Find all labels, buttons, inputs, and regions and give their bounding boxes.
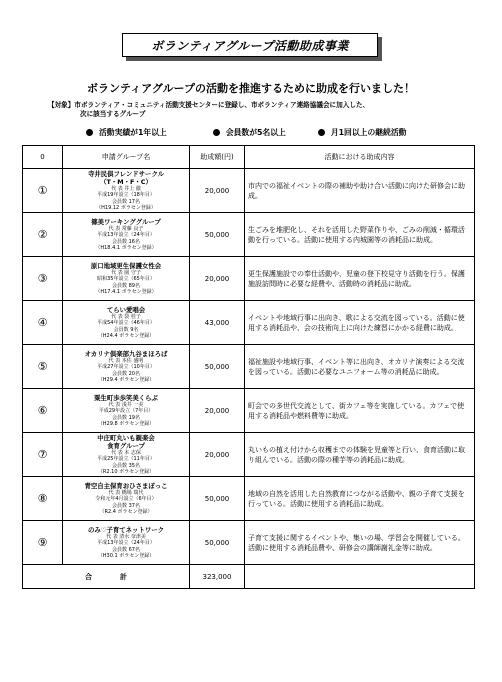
grant-amount: 20,000 [190,257,245,301]
group-detail: 会員数 20名 [112,370,140,377]
group-detail: 平成29年設立（7年目） [98,408,154,415]
group-detail: （H18.4.1 ボラセン登録） [95,244,157,251]
group-cell [63,521,190,565]
group-detail: 会員数 16名 [112,238,140,245]
grant-amount: 50,000 [190,477,245,521]
row-number: ⑥ [23,389,63,433]
group-cell [63,213,190,257]
table-row [23,301,475,345]
row-number: ② [23,213,63,257]
group-detail: 代 表 橋場 瑞代 [108,490,144,497]
group-detail: 代 表 園 守子 [111,270,141,277]
row-number: ④ [23,301,63,345]
group-detail: 代 表 井上 徹 [111,186,141,193]
header-group-name: 申請グループ名 [63,146,190,169]
group-name: 粟生町歩歩笑美くらぶ [94,394,158,403]
row-number: ① [23,169,63,213]
group-detail: 平成54年設立（46年目） [97,320,155,327]
grant-amount: 50,000 [190,345,245,389]
group-detail: 会員数 9名 [113,326,139,333]
group-detail: 平成13年設立（24年目） [97,232,155,239]
grant-description: 丸いもの植え付けから収穫までの体験を児童等と行い、食育活動に取り組んでいる。活動の際の種芋等の消耗品に助成。 [245,433,475,477]
criterion-text: 月1回以上の継続活動 [330,128,407,137]
group-detail: 代 表 清水 奈津美 [106,534,146,541]
grant-description: 市内での福祉イベントの際の補助や助け合い活動に向けた研修会に助成。 [245,169,475,213]
grant-description: 生ごみを堆肥化し、それを活用した野菜作りや、ごみの削減・循環活動を行っている。活動に使用する内城園等の消耗品に助成。 [245,213,475,257]
group-detail: （R2.10 ボラセン登録） [97,468,155,475]
row-number: ⑧ [23,477,63,521]
criteria-list [48,127,478,138]
grant-description: 更生保護施設での奉仕活動や、児童の登下校見守り活動を行う。保護施設訪問時に必要な経費や、活動時の消耗品に助成。 [245,257,475,301]
group-name: 青空自主保育おひさまぽっこ [84,482,168,491]
group-name: （T・M・F・C） [100,178,152,187]
group-name: 篠美ワーキンググループ [91,218,161,227]
criterion-item [318,127,407,138]
table-row [23,345,475,389]
table-header-row [23,146,475,169]
table-row [23,213,475,257]
target-line-2: 次に該当するグループ [80,110,146,118]
table-row [23,477,475,521]
group-cell [63,301,190,345]
group-detail: 会員数 35名 [112,462,140,469]
group-name: オカリナ倶楽部九谷まほろば [84,350,168,359]
bullet-icon [318,129,325,136]
group-name: 寺井民俱フレンドサークル [87,170,165,179]
group-detail: 会員数 17名 [112,198,140,205]
total-amount: 323,000 [190,565,245,589]
group-detail: （H29.4 ボラセン登録） [97,376,155,383]
group-detail: 代 表 浅井 一美 [108,402,144,409]
table-row [23,389,475,433]
grant-description: 福祉施設や地域行事、イベント等に出向き、オカリナ演奏による交流を図っている。活動に必要なユニフォーム等の消耗品に助成。 [245,345,475,389]
grant-amount: 50,000 [190,213,245,257]
grant-table [22,145,475,589]
group-detail: （H29.8 ボラセン登録） [97,420,155,427]
target-description [48,101,468,119]
target-line-1: 【対象】市ボランティア・コミュニティ活動支援センターに登録し、市ボランティア連絡協議会に加入した、 [48,101,370,109]
group-detail: 平成19年設立（18年目） [97,192,155,199]
group-detail: 会員数 89名 [112,282,140,289]
total-empty-cell [245,565,475,589]
group-cell [63,169,190,213]
group-name: 中庄町丸いも親楽会 [97,434,155,443]
group-detail: 代 表 本 志保 [111,450,141,457]
grant-amount: 43,000 [190,301,245,345]
group-detail: 代 表 常藤 良子 [108,226,144,233]
grant-description: 子育て支援に関するイベントや、集いの場、学習会を開催している。活動に使用する消耗品費や、研修会の講師謝礼金等に助成。 [245,521,475,565]
row-number: ⑨ [23,521,63,565]
grant-amount: 20,000 [190,433,245,477]
grant-amount: 50,000 [190,521,245,565]
header-number: 0 [23,146,63,169]
group-detail: （H24.4 ボラセン登録） [97,332,155,339]
table-row [23,257,475,301]
criterion-item [213,127,286,138]
group-detail: 平成27年設立（10年目） [97,364,155,371]
group-detail: 会員数 19名 [112,414,140,421]
banner-title: ボランティアグループ活動助成事業 [122,33,378,57]
grant-amount: 20,000 [190,169,245,213]
group-detail: （R2.4 ボラセン登録） [99,508,153,515]
group-detail: （H19.12 ボラセン登録） [96,204,156,211]
group-cell [63,433,190,477]
group-detail: 代 表 袋 桂子 [111,314,141,321]
row-number: ⑤ [23,345,63,389]
grant-description: 町会での多世代交流として、街カフェ等を実施している。カフェで使用する消耗品や燃料費等に助成。 [245,389,475,433]
group-name: 原口地域更生保護女性会 [90,262,162,271]
grant-description: 地域の自然を活用した自然教育につながる活動や、親の子育て支援を行っている。活動に使用する消耗品に助成。 [245,477,475,521]
group-detail: 平成25年設立（11年目） [97,456,155,463]
table-row [23,169,475,213]
bullet-icon [213,129,220,136]
group-detail: （H30.1 ボラセン登録） [97,552,155,559]
bullet-icon [86,129,93,136]
title-banner [122,33,384,63]
grant-description: イベントや地域行事に出向き、歌による交流を図っている。活動に使用する消耗品や、会の技術向上に向けた練習にかかる経費に助成。 [245,301,475,345]
group-detail: （H17.4.1 ボラセン登録） [95,288,157,295]
header-amount: 助成額(円) [190,146,245,169]
criterion-text: 会員数が5名以上 [225,128,286,137]
table-row [23,521,475,565]
group-detail: 会員数 67名 [112,546,140,553]
group-cell [63,389,190,433]
total-label: 合計 [23,565,190,589]
group-name: のみ♡子育てネットワーク [87,526,165,535]
group-detail: 平成13年設立（24年目） [97,540,155,547]
grant-amount: 20,000 [190,389,245,433]
total-row [23,565,475,589]
table-row [23,433,475,477]
group-name: 食育グループ [107,442,145,451]
group-detail: 代 表 本佐 盛明 [108,358,144,365]
group-detail: 令和元年4月設立（6年目） [95,496,157,503]
group-cell [63,257,190,301]
group-cell [63,477,190,521]
group-detail: 昭和35年設立（65年目） [97,276,155,283]
criterion-text: 活動実績が1年以上 [99,128,167,137]
headline: ボランティアグループの活動を推進するために助成を行いました！ [87,82,415,95]
group-name: てらい愛唱会 [106,306,146,315]
group-cell [63,345,190,389]
row-number: ③ [23,257,63,301]
header-description: 活動における助成内容 [245,146,475,169]
criterion-item [86,127,167,138]
group-detail: 会員数 37名 [112,502,140,509]
row-number: ⑦ [23,433,63,477]
